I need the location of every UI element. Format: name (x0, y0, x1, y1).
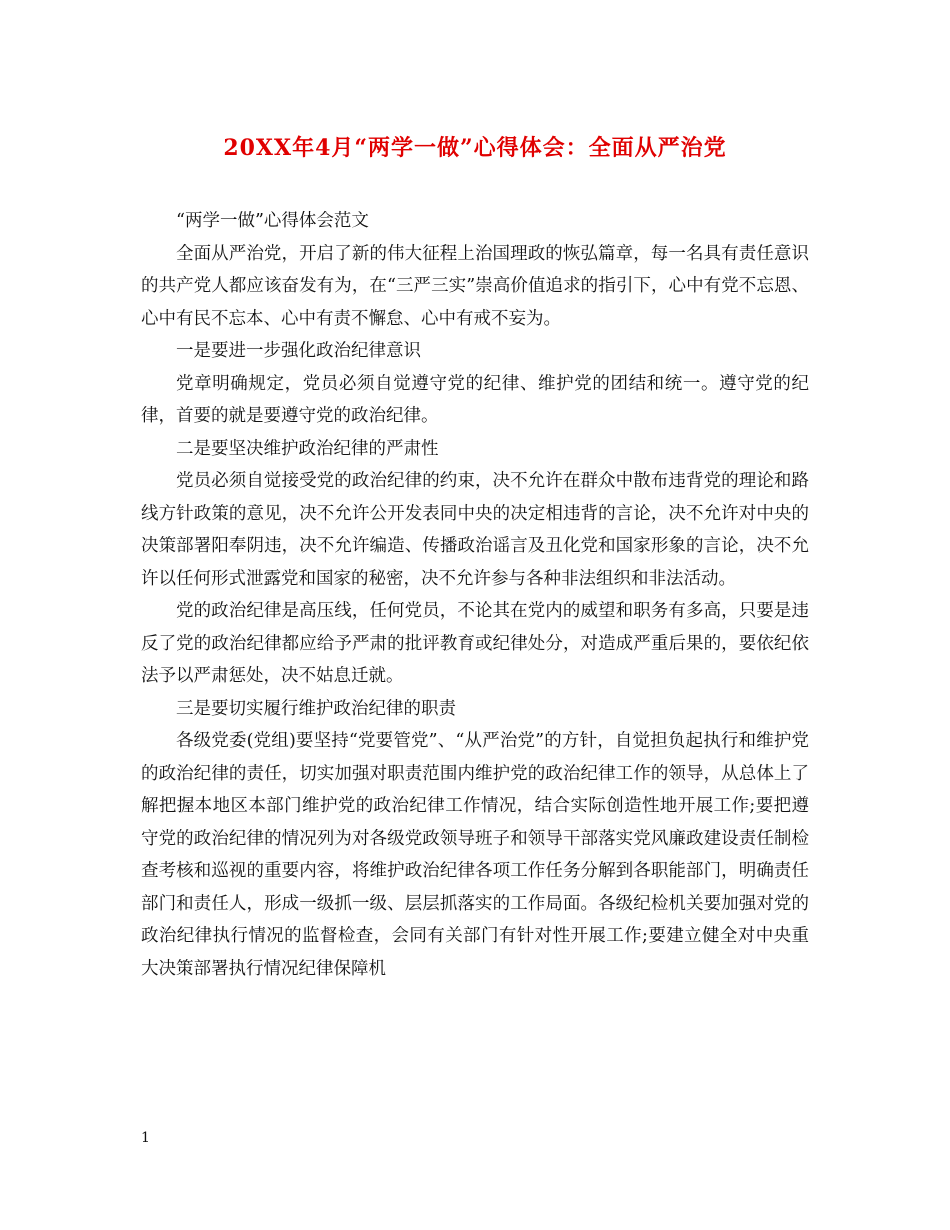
paragraph-intro-heading: “两学一做”心得体会范文 (176, 211, 369, 231)
document-title: 20XX年4月“两学一做”心得体会：全面从严治党 (223, 135, 727, 161)
section-heading-3: 三是要切实履行维护政治纪律的职责 (176, 698, 456, 719)
paragraph: 全面从严治党，开启了新的伟大征程上治国理政的恢弘篇章，每一名具有责任意识的共产党人都应该奋发有为，在“三严三实”崇高价值追求的指引下，心中有党不忘恩、心中有民不忘本、心中有责不懈怠、心中有戒不妄为。 (141, 243, 809, 329)
paragraph: 党员必须自觉接受党的政治纪律的约束，决不允许在群众中散布违背党的理论和路线方针政策的意见，决不允许公开发表同中央的决定相违背的言论，决不允许对中央的决策部署阳奉阴违，决不允许编造、传播政治谣言及丑化党和国家形象的言论，决不允许以任何形式泄露党和国家的秘密，决不允许参与各种非法组织和非法活动。 (141, 471, 809, 589)
paragraph: 各级党委(党组)要坚持“党要管党”、“从严治党”的方针，自觉担负起执行和维护党的政治纪律的责任，切实加强对职责范围内维护党的政治纪律工作的领导，从总体上了解把握本地区本部门维护党的政治纪律工作情况，结合实际创造性地开展工作;要把遵守党的政治纪律的情况列为对各级党政领导班子和领导干部落实党风廉政建设责任制检查考核和巡视的重要内容，将维护政治纪律各项工作任务分解到各职能部门，明确责任部门和责任人，形成一级抓一级、层层抓落实的工作局面。各级纪检机关要加强对党的政治纪律执行情况的监督检查，会同有关部门有针对性开展工作;要建立健全对中央重大决策部署执行情况纪律保障机 (141, 731, 809, 979)
paragraph: 党章明确规定，党员必须自觉遵守党的纪律、维护党的团结和统一。遵守党的纪律，首要的就是要遵守党的政治纪律。 (141, 373, 809, 426)
section-heading-2: 二是要坚决维护政治纪律的严肃性 (176, 438, 439, 459)
page-number: 1 (141, 1130, 150, 1146)
paragraph: 党的政治纪律是高压线，任何党员，不论其在党内的威望和职务有多高，只要是违反了党的政治纪律都应给予严肃的批评教育或纪律处分，对造成严重后果的，要依纪依法予以严肃惩处，决不姑息迁就。 (141, 601, 809, 686)
section-heading-1: 一是要进一步强化政治纪律意识 (176, 341, 421, 361)
document-body (141, 205, 809, 985)
